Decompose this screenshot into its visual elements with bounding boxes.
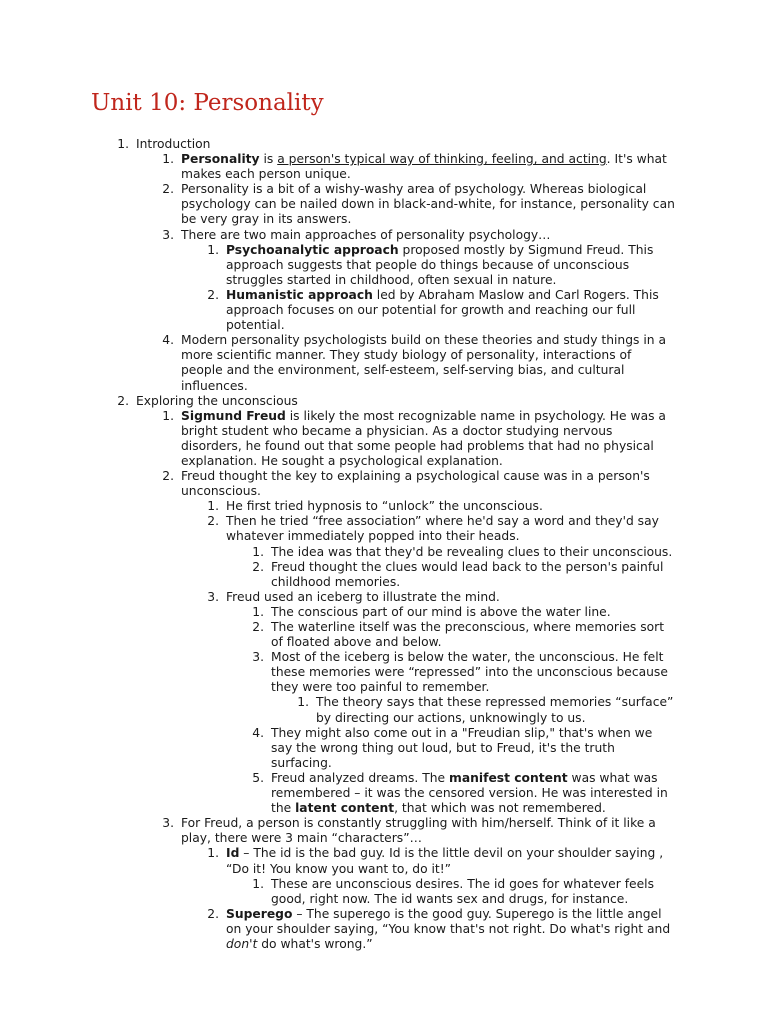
list-item-number: 3.	[252, 650, 264, 665]
list-item	[0, 560, 676, 590]
list-item-text	[271, 560, 663, 589]
list-item	[0, 409, 676, 469]
text-segment: There are two main approaches of personality psychology…	[181, 227, 551, 242]
list-item	[0, 394, 676, 409]
text-segment: He first tried hypnosis to “unlock” the unconscious.	[226, 499, 543, 514]
list-item-number: 1.	[162, 152, 174, 167]
list-item-number: 3.	[162, 227, 174, 242]
list-item-number: 2.	[162, 469, 174, 484]
list-item	[0, 288, 676, 333]
bold-term: Superego	[226, 906, 293, 921]
bold-term: Psychoanalytic approach	[226, 242, 399, 257]
list-item-text	[136, 137, 210, 151]
list-item-number: 1.	[252, 876, 264, 891]
list-item-number: 2.	[252, 620, 264, 634]
text-segment: The idea was that they'd be revealing clues to their unconscious.	[271, 544, 673, 559]
text-segment: led by Abraham Maslow and Carl Rogers. This approach focuses on our potential for growth and reaching our full potential.	[226, 287, 659, 333]
list-item-text	[316, 695, 673, 724]
list-item-text	[181, 409, 666, 468]
text-segment: was what was remembered – it was the censored version. He was interested in the	[271, 770, 668, 816]
list-item-text	[136, 394, 298, 408]
list-item	[0, 333, 676, 393]
list-item-text	[181, 228, 550, 242]
text-segment: The theory says that these repressed memories “surface” by directing our actions, unknowingly to us.	[316, 695, 674, 725]
list-item	[0, 469, 676, 499]
list-item-number: 2.	[252, 559, 264, 574]
text-segment: do what's wrong.”	[257, 936, 373, 951]
text-segment: For Freud, a person is constantly struggling with him/herself. Think of it like a play, there were 3 main “characters”…	[181, 816, 656, 846]
list-item-number: 2.	[162, 182, 174, 197]
page-title: Unit 10: Personality	[91, 90, 324, 116]
list-item-number: 3.	[207, 589, 219, 604]
list-item	[0, 243, 676, 288]
text-segment: Modern personality psychologists build on these theories and study things in a more scientific manner. They study biology of personality, interactions of people and the environment, self-esteem, self-serving bias, and cultural influences.	[181, 333, 666, 393]
bold-term: Humanistic approach	[226, 287, 373, 302]
list-item-number: 1.	[117, 137, 129, 151]
bold-term: latent content	[295, 801, 395, 816]
list-item-text	[181, 333, 666, 392]
list-item	[0, 545, 676, 560]
text-segment: is likely the most recognizable name in psychology. He was a bright student who became a physician. As a doctor studying nervous disorders, he found out that some people had problems that had no physical explanation. He sought a psychological explanation.	[181, 408, 666, 468]
text-segment: These are unconscious desires. The id goes for whatever feels good, right now. The id wants sex and drugs, for instance.	[271, 876, 654, 906]
text-segment: Freud thought the key to explaining a psychological cause was in a person's unconscious.	[181, 469, 650, 499]
text-segment: is	[259, 152, 278, 167]
list-item-number: 2.	[207, 906, 219, 921]
list-item-number: 2.	[207, 514, 219, 529]
list-item-text	[271, 726, 652, 770]
text-segment: – The id is the bad guy. Id is the little devil on your shoulder saying , “Do it! You know you want to, do it!”	[226, 846, 664, 876]
bold-term: Personality	[181, 152, 260, 167]
text-segment: . It's what makes each person unique.	[181, 152, 667, 182]
list-item	[0, 907, 676, 952]
list-item-text	[271, 877, 654, 906]
list-item-number: 2.	[117, 393, 129, 408]
list-item-text	[226, 846, 663, 875]
text-segment: Most of the iceberg is below the water, the unconscious. He felt these memories were “repressed” into the unconscious because they were too painful to remember.	[271, 650, 668, 695]
list-item-text	[226, 590, 500, 604]
list-item	[0, 605, 676, 620]
list-item-text	[226, 514, 659, 543]
list-item-text	[226, 243, 653, 287]
list-item-text	[181, 469, 650, 498]
bold-term: Id	[226, 846, 240, 861]
list-item-text	[226, 907, 670, 951]
list-item-number: 1.	[297, 695, 309, 710]
list-item	[0, 590, 676, 605]
list-item-number: 4.	[162, 333, 174, 348]
outline-list	[0, 137, 768, 952]
list-item-text	[271, 650, 668, 694]
list-item-number: 1.	[207, 846, 219, 861]
italic-text: don't	[226, 936, 258, 951]
list-item	[0, 182, 676, 227]
list-item-number: 4.	[252, 725, 264, 740]
text-segment: Exploring the unconscious	[136, 393, 298, 408]
list-item	[0, 228, 676, 243]
list-item	[0, 137, 676, 152]
text-segment: The waterline itself was the preconscious, where memories sort of floated above and below.	[271, 620, 665, 650]
list-item-number: 3.	[162, 816, 174, 831]
list-item-text	[226, 288, 659, 332]
bold-term: Sigmund Freud	[181, 408, 286, 423]
bold-term: manifest content	[449, 770, 568, 785]
list-item	[0, 846, 676, 876]
list-item-number: 1.	[252, 544, 264, 559]
list-item-text	[181, 816, 656, 845]
text-segment: Then he tried “free association” where he'd say a word and they'd say whatever immediately popped into their heads.	[226, 514, 659, 544]
list-item	[0, 650, 676, 695]
list-item	[0, 771, 676, 816]
text-segment: Introduction	[136, 137, 211, 151]
list-item-number: 1.	[207, 499, 219, 514]
text-segment: The conscious part of our mind is above the water line.	[271, 604, 611, 619]
text-segment: Freud thought the clues would lead back to the person's painful childhood memories.	[271, 559, 664, 589]
list-item-text	[271, 620, 664, 649]
list-item	[0, 816, 676, 846]
underlined-definition: a person's typical way of thinking, feeling, and acting	[277, 152, 607, 167]
list-item	[0, 514, 676, 544]
list-item	[0, 877, 676, 907]
text-segment: Freud used an iceberg to illustrate the mind.	[226, 589, 500, 604]
text-segment: , that which was not remembered.	[394, 801, 606, 816]
list-item-number: 1.	[207, 242, 219, 257]
list-item-text	[271, 545, 672, 559]
list-item-number: 1.	[162, 408, 174, 423]
list-item-text	[181, 182, 675, 226]
text-segment: Freud analyzed dreams. The	[271, 770, 450, 785]
list-item-number: 2.	[207, 287, 219, 302]
list-item	[0, 152, 676, 182]
list-item	[0, 726, 676, 771]
list-item-text	[271, 605, 611, 619]
list-item-number: 1.	[252, 604, 264, 619]
text-segment: Personality is a bit of a wishy-washy area of psychology. Whereas biological psychology can be nailed down in black-and-white, for instance, personality can be very gray in its answers.	[181, 182, 675, 227]
text-segment: proposed mostly by Sigmund Freud. This approach suggests that people do things because of unconscious struggles started in childhood, often sexual in nature.	[226, 242, 654, 287]
text-segment: They might also come out in a "Freudian slip," that's when we say the wrong thing out loud, but to Freud, it's the truth surfacing.	[271, 725, 653, 770]
list-item	[0, 499, 676, 514]
list-item-text	[226, 499, 543, 513]
list-item	[0, 695, 676, 725]
list-item	[0, 620, 676, 650]
list-item-text	[181, 152, 667, 181]
text-segment: – The superego is the good guy. Superego is the little angel on your shoulder saying, “You know that's not right. Do what's right and	[226, 906, 671, 936]
list-item-text	[271, 771, 668, 815]
list-item-number: 5.	[252, 770, 264, 785]
